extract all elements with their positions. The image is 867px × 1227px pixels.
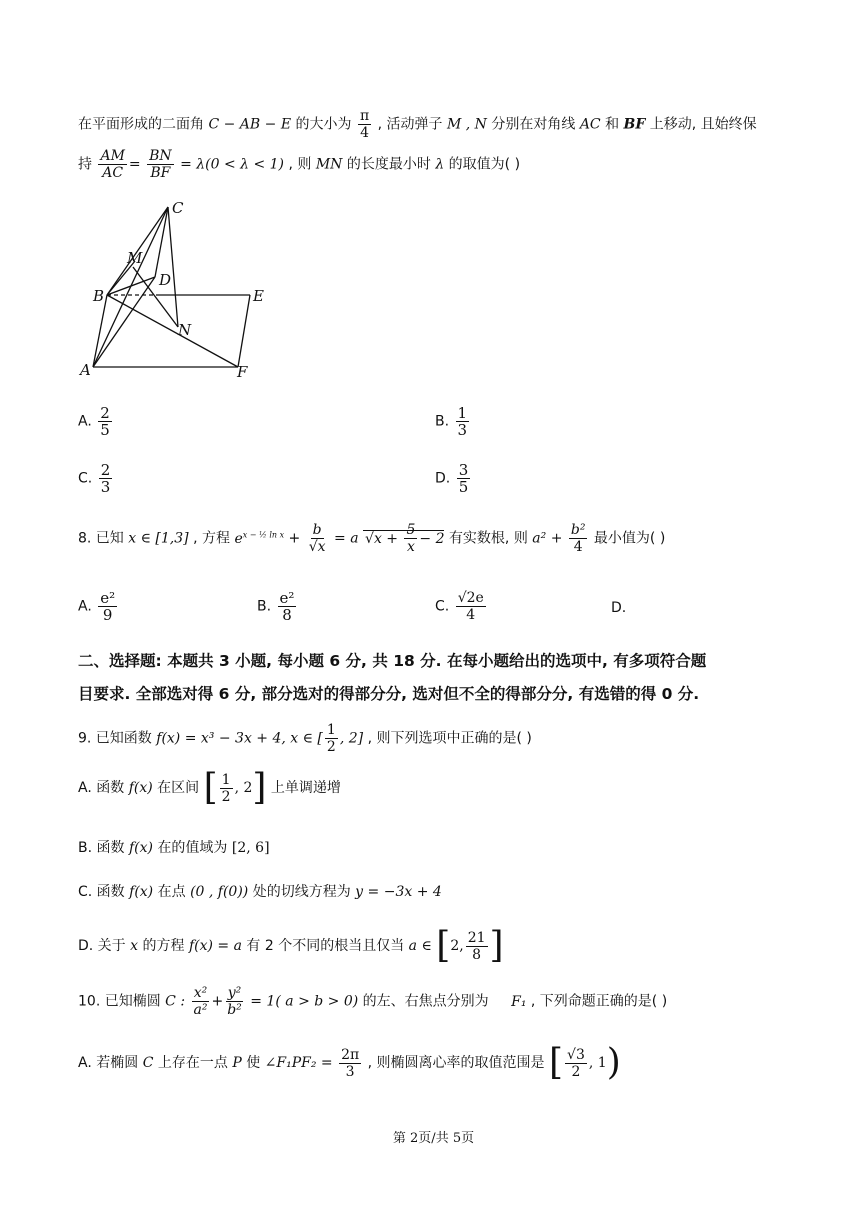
option-text: 在点 [157, 884, 186, 900]
frac-num: b² [570, 522, 586, 538]
exp-sup: x − ½ ln x [242, 529, 285, 539]
option-text: C. 函数 [78, 884, 125, 900]
q9a-half-fraction [220, 772, 233, 805]
option-text: 上单调递增 [270, 780, 341, 796]
q8-b-fraction [307, 522, 328, 555]
q8-b2-fraction [569, 522, 588, 555]
point-p: P [232, 1055, 242, 1071]
q9d-fraction [466, 930, 488, 963]
q8-text: 最小值为( ) [593, 530, 666, 547]
frac-num: AM [100, 148, 125, 164]
q7-text: , 活动弹子 [377, 116, 443, 133]
q10-angle-fraction [339, 1047, 361, 1080]
frac-num: 3 [458, 461, 469, 479]
option-text: , 则椭圆离心率的取值范围是 [367, 1055, 545, 1071]
frac-den: 8 [472, 946, 482, 963]
frac-den: 3 [345, 1063, 355, 1080]
frac-den: √x [308, 539, 326, 555]
q8-target: a² + [532, 530, 563, 547]
q10-c: C [142, 1055, 154, 1071]
q9-option-d[interactable] [78, 925, 504, 966]
left-bracket: [ [549, 1042, 564, 1083]
frac-den: 5 [100, 421, 110, 439]
option-text: 的方程 [142, 938, 185, 954]
q10-option-a[interactable] [78, 1042, 621, 1083]
interval-lo: 2, [450, 938, 464, 954]
q10-text: 的左、右焦点分别为 [362, 993, 489, 1010]
q10-stem [78, 985, 667, 1018]
q7-text: 分别在对角线 [491, 116, 576, 133]
option-label: A. [78, 413, 92, 430]
q9-text: , 则下列选项中正确的是( ) [367, 730, 532, 747]
frac-num: 2π [341, 1046, 360, 1063]
option-label: B. [257, 598, 272, 615]
q8-option-a[interactable] [78, 590, 119, 623]
q10-cond: a > b > 0) [285, 993, 359, 1010]
q9-f: f(x) [128, 780, 153, 796]
sqrt-inner: − 2 [419, 530, 445, 547]
right-bracket: ] [489, 925, 504, 966]
interval-end: , 2 [234, 780, 253, 796]
q7-ac: AC [579, 116, 601, 133]
q7-option-a[interactable] [78, 405, 114, 438]
q7-line2: 持 $\frac{AM}{AC}$ = $\frac{BN}{BF}$ = λ(0 < λ < 1) , 则 MN 的长度最小时 λ 的取值为( ) [78, 148, 521, 181]
option-label: A. [78, 598, 92, 615]
frac-den: 3 [100, 478, 111, 496]
label-M: M [127, 249, 143, 267]
sqrt-inner: x + [373, 530, 399, 547]
var-x: x [130, 938, 139, 954]
q7-lambda: λ [435, 156, 445, 173]
q7-option-b[interactable] [435, 405, 471, 438]
frac-num: 2 [100, 461, 111, 479]
frac-den: 5 [458, 478, 469, 496]
q8-eq: = a [334, 530, 359, 547]
option-fraction [457, 462, 471, 495]
exp-base: e [234, 530, 243, 547]
frac-num: 2 [100, 404, 110, 422]
q7-text: 的长度最小时 [346, 156, 431, 173]
label-E: E [253, 287, 264, 305]
section-heading-line1: 二、选择题: 本题共 3 小题, 每小题 6 分, 共 18 分. 在每小题给出的选项中, 有多项符合题 [78, 652, 707, 670]
interval-hi: , 1 [588, 1055, 607, 1071]
q8-domain: x ∈ [1,3] [128, 530, 189, 547]
option-text: 在区间 [157, 780, 200, 796]
frac-num: x² [193, 985, 208, 1001]
option-text: A. 若椭圆 [78, 1055, 139, 1071]
right-paren: ) [606, 1042, 621, 1083]
frac-num: 1 [221, 771, 231, 788]
frac-num: y² [227, 985, 242, 1001]
q10-ecc-fraction [565, 1047, 587, 1080]
q9-option-c[interactable] [78, 882, 442, 902]
option-fraction [456, 590, 486, 623]
q7-text: 在平面形成的二面角 [78, 116, 204, 133]
page-footer: 第 2页/共 5页 [392, 1131, 475, 1146]
a-in: a ∈ [408, 938, 432, 954]
option-text: 有 2 个不同的根当且仅当 [246, 938, 405, 954]
label-C: C [172, 199, 184, 217]
q7-text: 的大小为 [295, 116, 352, 133]
q8-exp [234, 531, 284, 547]
edge-BF [107, 295, 238, 367]
point: (0 , f(0)) [190, 884, 249, 900]
option-fraction [99, 462, 113, 495]
q7-text: 和 [605, 116, 620, 133]
option-fraction [98, 405, 112, 438]
frac-den: 4 [466, 607, 476, 623]
option-text: D. 关于 [78, 938, 126, 954]
option-text: 使 [246, 1055, 261, 1071]
label-D: D [159, 271, 172, 289]
segment-CN [168, 207, 178, 327]
frac-num: BN [149, 148, 172, 164]
q9-text: 9. 已知函数 [78, 730, 152, 747]
label-B: B [93, 287, 105, 305]
left-bracket: [ [436, 925, 451, 966]
edge-AC [93, 207, 168, 367]
q10-text: 10. 已知椭圆 [78, 993, 161, 1010]
frac-num: e² [100, 589, 116, 607]
q10-eq: = 1( [250, 993, 281, 1010]
frac-num: 1 [457, 404, 468, 422]
q8-stem: 8. 已知 x ∈ [1,3] , 方程 $e^{x - \frac{1}{2} ln x}$ + $\frac{b}{√x}$ = a √x + $\frac{5}{x}$ − 2 有实数根, 则 a² + $\frac{\text{b²}}{4}$ 最小值为( ) [78, 522, 666, 555]
frac-num: √3 [567, 1046, 585, 1063]
frac-den: 4 [573, 539, 583, 555]
frac-num: √2e [457, 590, 484, 606]
frac-den: BF [150, 165, 171, 181]
q10-f1: F₁ [511, 993, 527, 1010]
q7-option-d[interactable] [435, 462, 472, 495]
q8-sqrt: √x + $\frac{5}{x}$ − 2 [365, 522, 445, 555]
option-label: B. [435, 413, 450, 430]
frac-den: 9 [102, 606, 113, 624]
angle: ∠F₁PF₂ = [264, 1055, 333, 1071]
option-text: B. 函数 [78, 840, 125, 856]
frac-den: 4 [360, 125, 370, 141]
frac-num: e² [279, 589, 295, 607]
q8-option-c[interactable] [435, 590, 488, 623]
q9-func-end: , 2] [339, 730, 364, 747]
option-label: C. [78, 470, 93, 487]
q10-text: , 下列命题正确的是( ) [530, 993, 668, 1010]
frac-den: 8 [282, 606, 292, 624]
q7-dihedral: C − AB − E [208, 116, 292, 133]
frac-den: 2 [326, 739, 336, 755]
q9-option-b[interactable] [78, 838, 270, 858]
q9-half-fraction [325, 722, 338, 755]
frac-num: 1 [326, 722, 336, 738]
frac-den: b² [227, 1002, 242, 1018]
q10-y-fraction [225, 985, 244, 1018]
tangent-eq: y = −3x + 4 [355, 884, 442, 900]
q8-text: , 方程 [193, 530, 230, 547]
q7-option-c[interactable] [78, 462, 114, 495]
option-text: 上存在一点 [157, 1055, 228, 1071]
dihedral-figure [75, 195, 275, 385]
q9-stem [78, 722, 532, 755]
option-label: C. [435, 598, 450, 615]
q7-points: M , N [446, 116, 487, 133]
q7-am-fraction [98, 148, 126, 181]
q7-text: 持 [78, 156, 92, 173]
left-bracket: [ [203, 767, 218, 808]
q7-text: , 则 [288, 156, 312, 173]
q8-text: 8. 已知 [78, 530, 124, 547]
q7-bn-fraction [147, 148, 174, 181]
label-N: N [178, 321, 192, 339]
q8-option-b[interactable] [257, 590, 298, 623]
frac-num: b [312, 522, 322, 538]
frac-den: x [406, 539, 415, 555]
q9-option-a[interactable] [78, 767, 341, 808]
right-bracket: ] [252, 767, 267, 808]
option-label: D. [435, 470, 451, 487]
q9-f: f(x) [128, 840, 153, 856]
label-F: F [237, 363, 248, 381]
q7-text: 的取值为( ) [448, 156, 521, 173]
option-fraction [98, 590, 117, 623]
frac-den: a² [193, 1002, 208, 1018]
q8-text: 有实数根, 则 [448, 530, 528, 547]
option-text: A. 函数 [78, 780, 125, 796]
frac-num: 5 [406, 522, 416, 538]
frac-num: π [359, 108, 370, 124]
equation: f(x) = a [188, 938, 242, 954]
section-heading-line2: 目要求. 全部选对得 6 分, 部分选对的得部分分, 选对但不全的得部分分, 有选错的得 0 分. [78, 685, 700, 703]
q9-func: f(x) = x³ − 3x + 4, x ∈ [ [156, 730, 323, 747]
option-text: 处的切线方程为 [252, 884, 351, 900]
q7-bf: BF [623, 116, 646, 133]
q7-angle-fraction [358, 108, 371, 141]
q7-text: 上移动, 且始终保 [649, 116, 757, 133]
frac-den: 2 [571, 1063, 581, 1080]
plus: + [211, 993, 224, 1010]
option-label: D. [611, 600, 627, 616]
q7-mn: MN [315, 156, 343, 173]
q9-f: f(x) [129, 884, 154, 900]
frac-den: AC [102, 165, 124, 181]
frac-den: 2 [221, 788, 231, 805]
frac-den: 3 [457, 421, 468, 439]
edge-FE [238, 295, 250, 367]
q10-x-fraction [192, 985, 210, 1018]
option-fraction [278, 590, 297, 623]
option-text: 在的值域为 [157, 840, 228, 856]
option-fraction [456, 405, 470, 438]
q7-line1 [78, 108, 757, 141]
q8-option-d[interactable] [611, 598, 626, 618]
q10-c: C : [165, 993, 186, 1010]
label-A: A [80, 361, 91, 379]
range-value: [2, 6] [231, 840, 270, 856]
frac-num: 21 [467, 929, 486, 946]
q8-5x-fraction [404, 522, 417, 555]
q7-lambda-expr: = λ(0 < λ < 1) [180, 156, 285, 173]
